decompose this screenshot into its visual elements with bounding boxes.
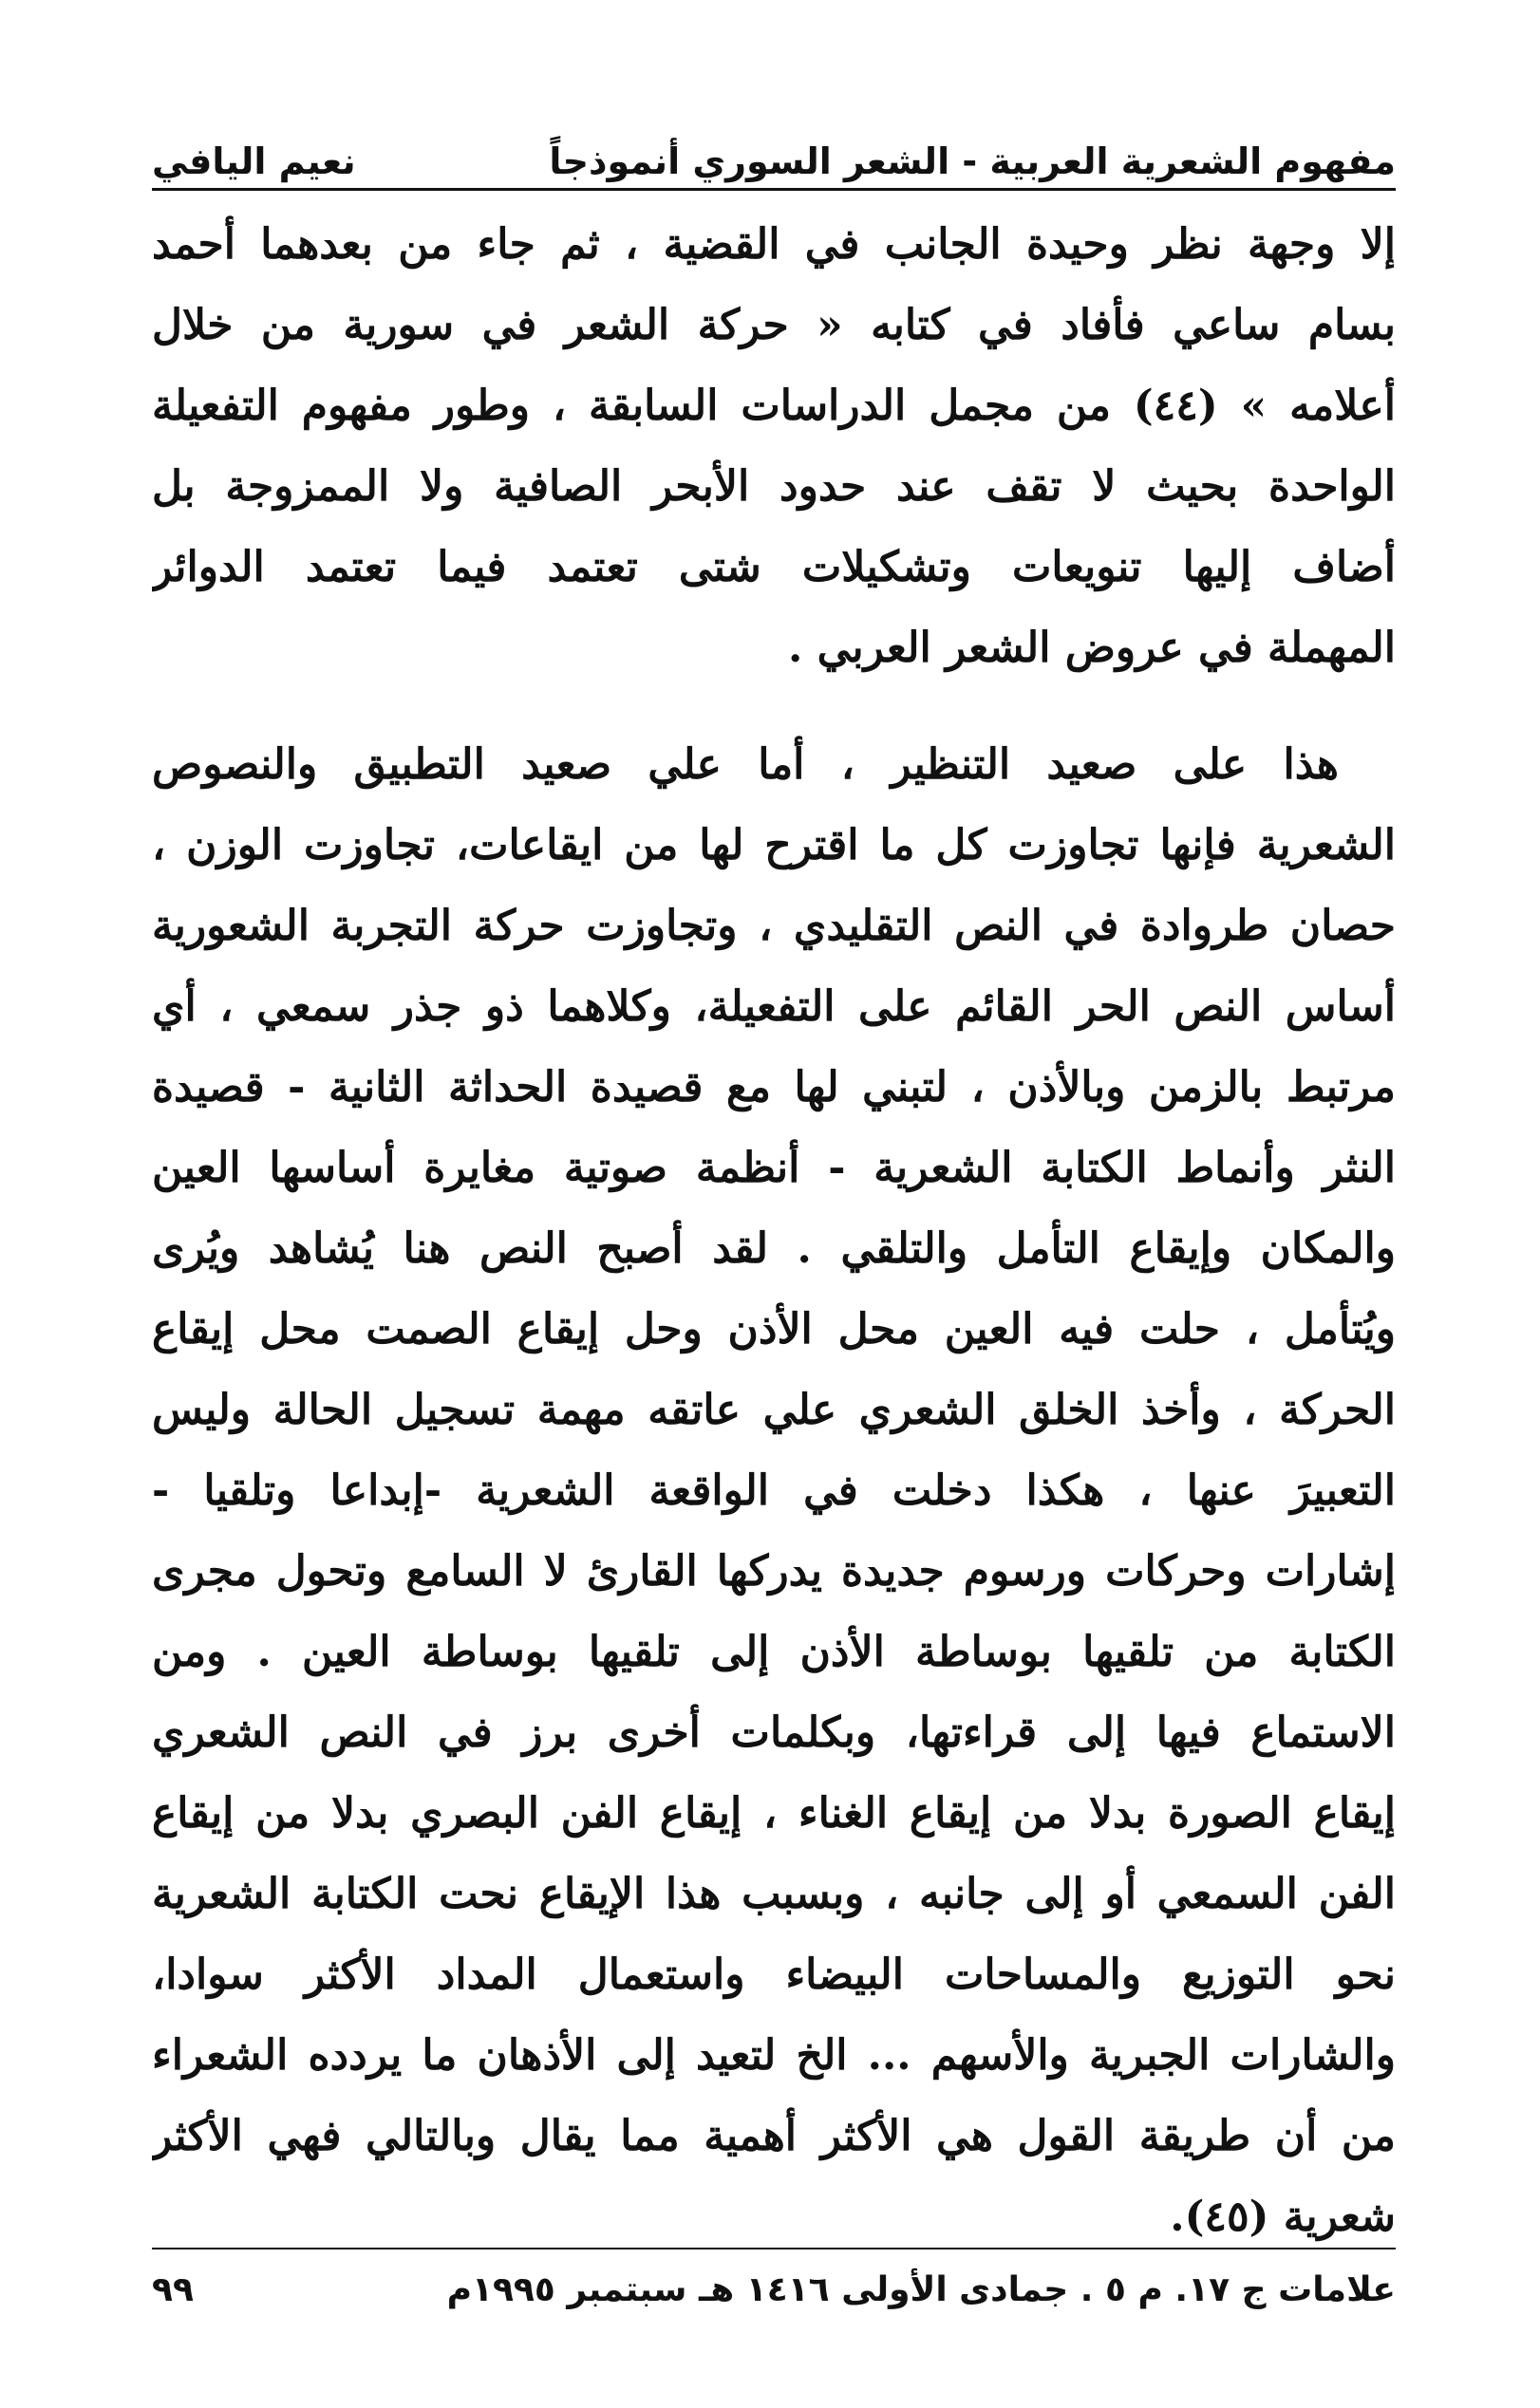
page-number: ٩٩ [152,2269,194,2309]
paragraph-2 [152,724,1396,2257]
text-line: النثر وأنماط الكتابة الشعرية - أنظمة صوتية مغايرة أساسها العين [152,1144,1396,1192]
text-line: إيقاع الصورة بدلا من إيقاع الغناء ، إيقاع الفن البصري بدلا من إيقاع [152,1789,1396,1838]
journal-info: علامات ج ١٧. م ٥ . جمادى الأولى ١٤١٦ هـ سبتمبر ١٩٩٥م [446,2269,1396,2309]
text-line: الواحدة بحيث لا تقف عند حدود الأبحر الصافية ولا الممزوجة بل [152,462,1396,511]
body-text [152,204,1396,2257]
running-footer [152,2261,1396,2318]
text-line: المهملة في عروض الشعر العربي . [788,624,1396,672]
text-line: الكتابة من تلقيها بوساطة الأذن إلى تلقيها بوساطة العين . ومن [152,1628,1396,1676]
text-line: التعبيرَ عنها ، هكذا دخلت في الواقعة الشعرية -إبداعا وتلقيا - [152,1466,1396,1515]
paragraph-spacer [152,688,1396,724]
text-line: حصان طروادة في النص التقليدي ، وتجاوزت حركة التجربة الشعورية [152,902,1396,950]
text-line: ويُتأمل ، حلت فيه العين محل الأذن وحل إيقاع الصمت محل إيقاع [152,1305,1396,1353]
text-line: إشارات وحركات ورسوم جديدة يدركها القارئ لا السامع وتحول مجرى [152,1547,1396,1596]
author-name: نعيم اليافي [152,140,356,182]
text-line: الشعرية فإنها تجاوزت كل ما اقترح لها من ايقاعات، تجاوزت الوزن ، [152,821,1396,869]
text-line: إلا وجهة نظر وحيدة الجانب في القضية ، ثم جاء من بعدهما أحمد [152,220,1396,269]
text-line: شعرية (٤٥). [1170,2193,1396,2241]
paragraph-1 [152,204,1396,688]
running-header [152,112,1396,182]
text-line: الاستماع فيها إلى قراءتها، وبكلمات أخرى برز في النص الشعري [152,1708,1396,1757]
text-line: هذا على صعيد التنظير ، أما علي صعيد التطبيق والنصوص [152,740,1339,789]
text-line: مرتبط بالزمن وبالأذن ، لتبني لها مع قصيدة الحداثة الثانية - قصيدة [152,1063,1396,1111]
text-line: بسام ساعي فأفاد في كتابه « حركة الشعر في سورية من خلال [152,301,1396,349]
text-line: من أن طريقة القول هي الأكثر أهمية مما يقال وبالتالي فهي الأكثر [152,2112,1396,2160]
text-line: والشارات الجبرية والأسهم ... الخ لتعيد إلى الأذهان ما يردده الشعراء [152,2031,1396,2080]
text-line: الحركة ، وأخذ الخلق الشعري علي عاتقه مهمة تسجيل الحالة وليس [152,1386,1396,1434]
header-divider [152,188,1396,191]
book-title: مفهوم الشعرية العربية - الشعر السوري أنموذجاً [549,140,1396,182]
text-line: أعلامه » (٤٤) من مجمل الدراسات السابقة ، وطور مفهوم التفعيلة [152,382,1396,430]
text-line: الفن السمعي أو إلى جانبه ، وبسبب هذا الإيقاع نحت الكتابة الشعرية [152,1870,1396,1918]
footer-divider [152,2248,1396,2249]
text-line: نحو التوزيع والمساحات البيضاء واستعمال المداد الأكثر سوادا، [152,1951,1396,1999]
text-line: أضاف إليها تنويعات وتشكيلات شتى تعتمد فيما تعتمد الدوائر [152,543,1396,591]
text-line: والمكان وإيقاع التأمل والتلقي . لقد أصبح النص هنا يُشاهد ويُرى [152,1224,1396,1273]
text-line: أساس النص الحر القائم على التفعيلة، وكلاهما ذو جذر سمعي ، أي [152,982,1396,1031]
